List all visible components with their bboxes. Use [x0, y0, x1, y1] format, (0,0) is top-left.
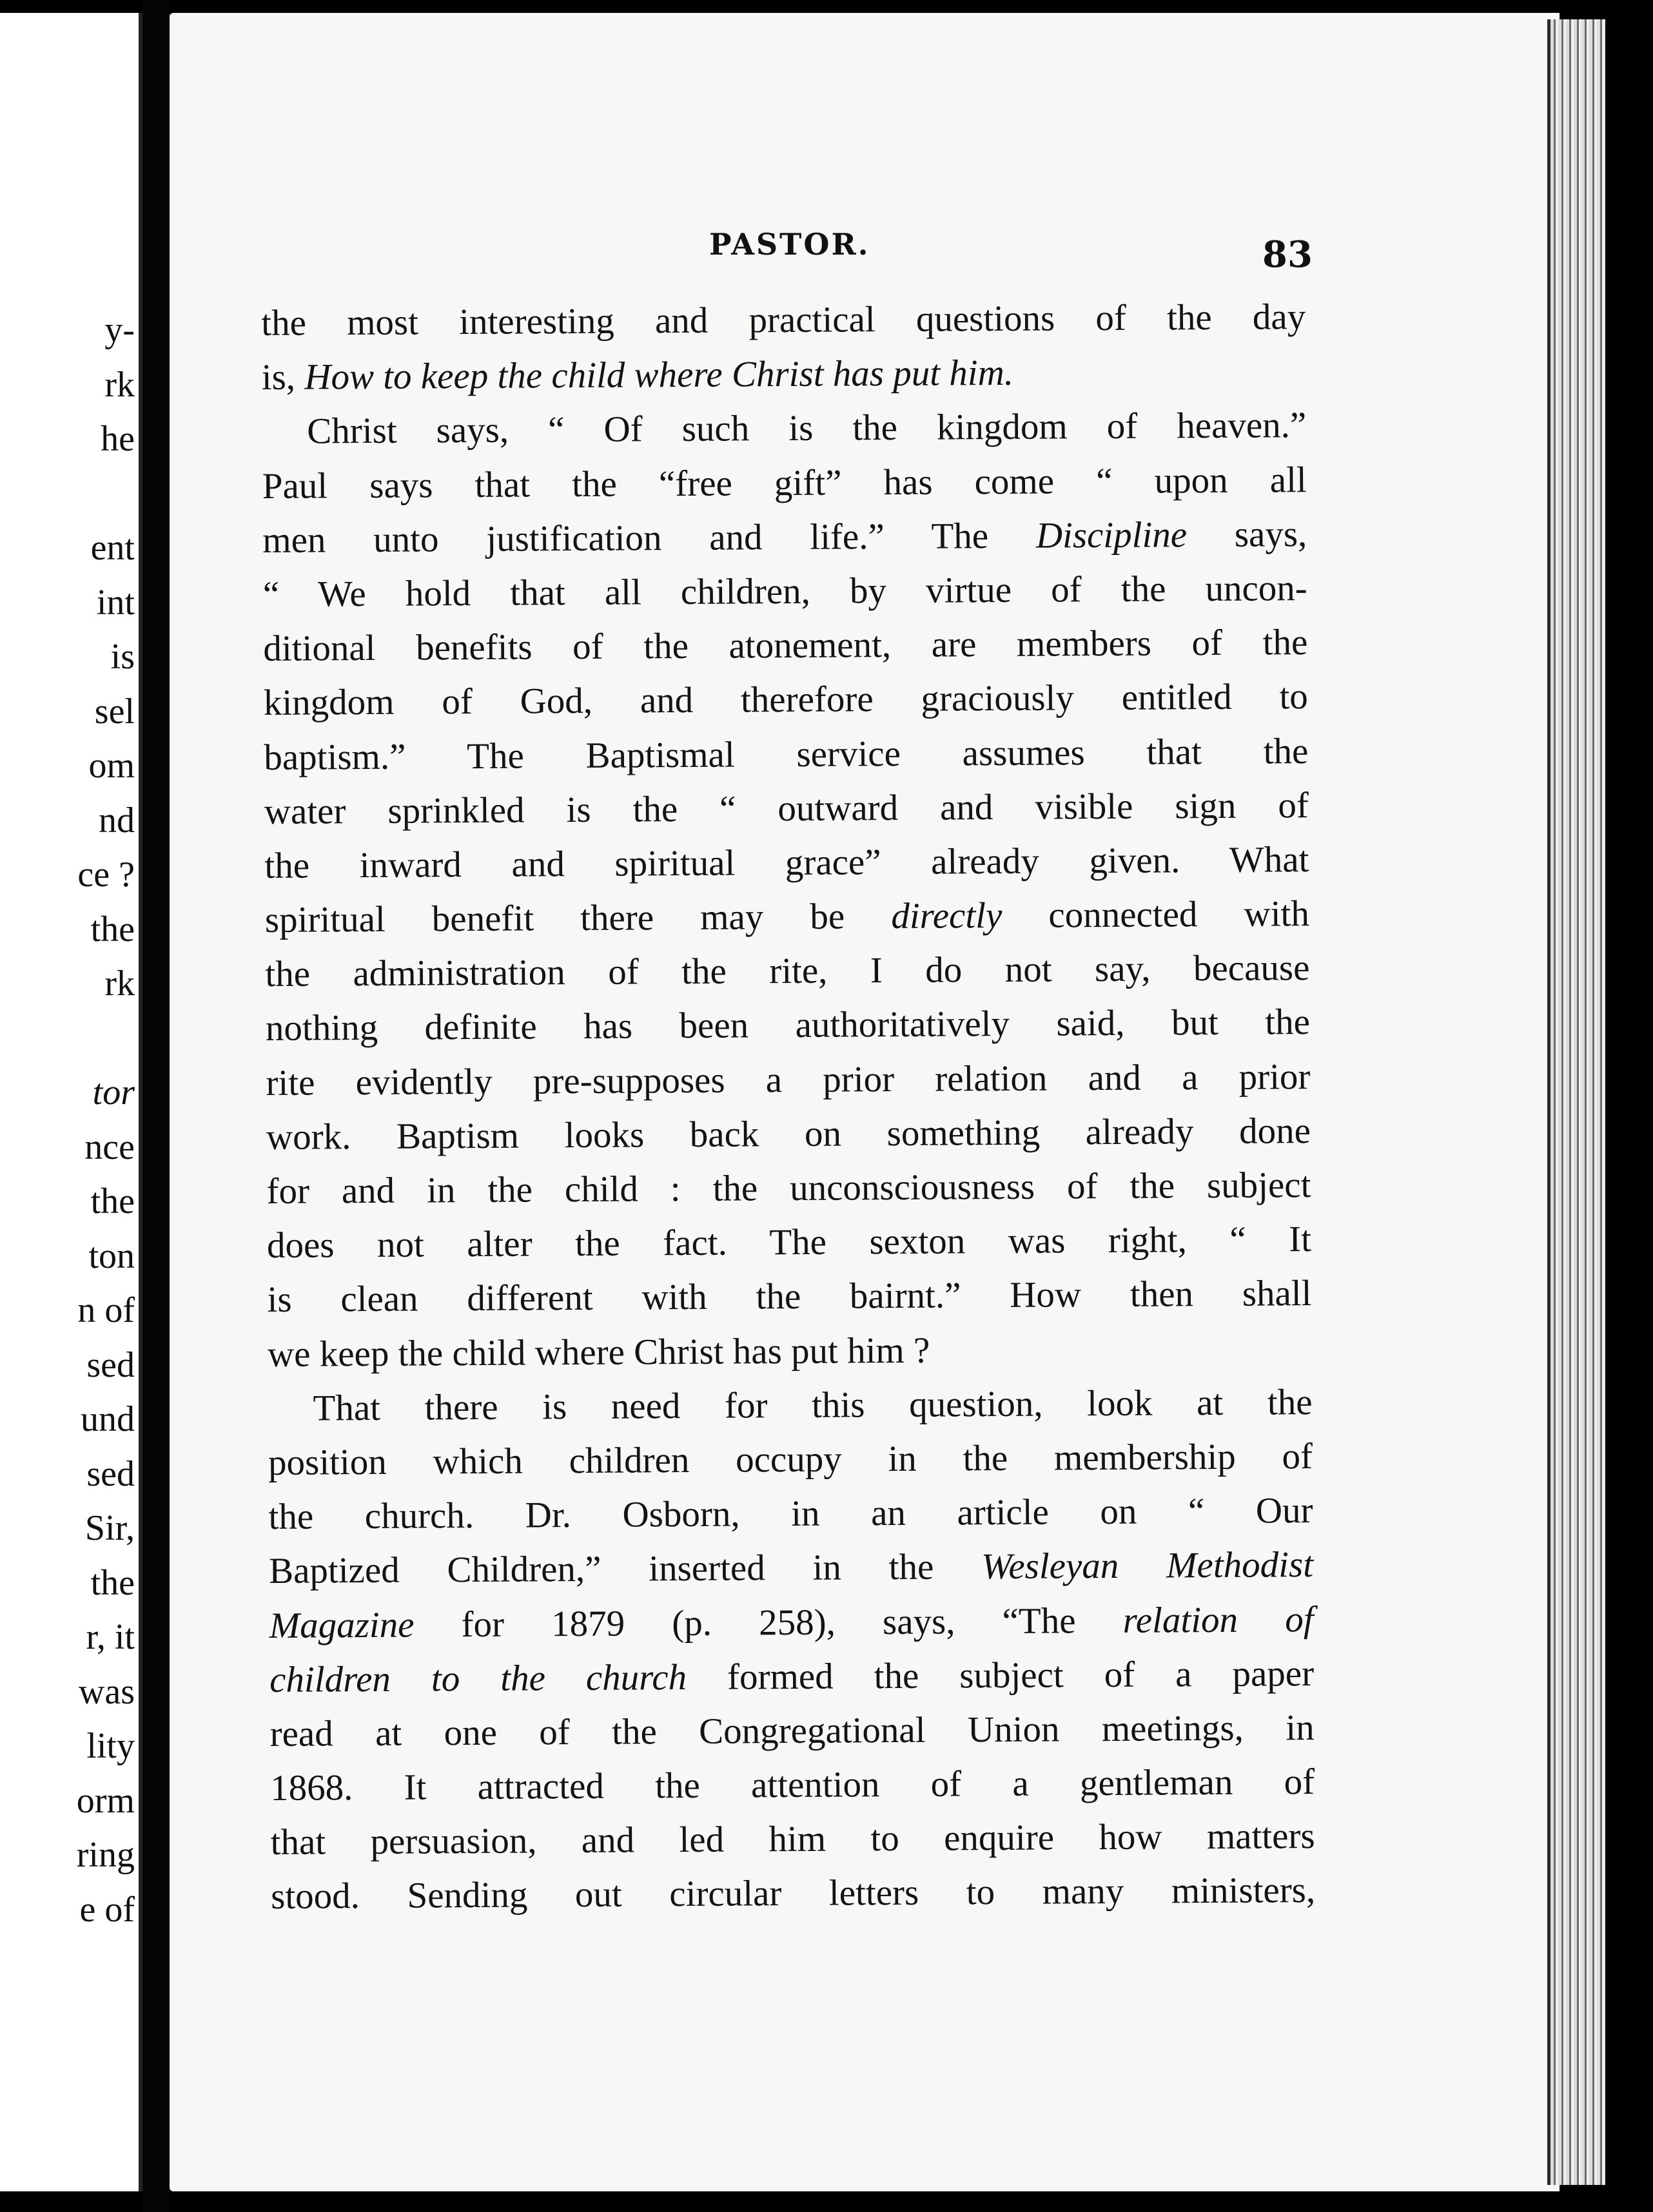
text-run: is, — [261, 356, 305, 398]
text-run: says, — [1186, 513, 1307, 555]
facing-page-fragment-line: ent — [90, 528, 135, 568]
text-run: ditional benefits of the atonement, are members of the — [263, 622, 1308, 670]
facing-page-fragment-line: ce ? — [77, 855, 135, 895]
facing-page-fragment-line: rk — [104, 964, 135, 1004]
facing-page-fragment-line: n of — [77, 1290, 135, 1330]
text-run: for 1879 (p. 258), says, “The — [414, 1600, 1123, 1645]
text-run: the inward and spiritual grace” already given. What — [264, 839, 1309, 886]
text-run: That there is need for this question, look at the — [313, 1381, 1313, 1429]
body-text — [261, 290, 1315, 1924]
text-line — [266, 1104, 1311, 1165]
italic-text: Discipline — [1035, 514, 1188, 556]
text-line — [267, 1266, 1311, 1327]
facing-page-fragment-line: the — [90, 1562, 135, 1603]
text-run: Christ says, “ Of such is the kingdom of heaven.” — [307, 405, 1307, 452]
facing-page-fragment-line: int — [96, 582, 135, 623]
facing-page-fragment-line: y- — [104, 310, 135, 350]
text-run: we keep the child where Christ has put him ? — [267, 1330, 930, 1375]
text-line — [269, 1647, 1314, 1707]
facing-page-fragment-line: the — [90, 909, 135, 949]
facing-page-fragment-line: sel — [94, 691, 135, 732]
text-run: position which children occupy in the membership of — [268, 1436, 1313, 1483]
facing-page-fragment-line: e of — [79, 1889, 135, 1930]
text-run: 1868. It attracted the attention of a gentleman of — [269, 1761, 1315, 1809]
text-run: men unto justification and life.” The — [262, 515, 1037, 561]
text-run: rite evidently pre-supposes a prior relation and a prior — [266, 1056, 1311, 1103]
facing-page-fragment-line: nce — [84, 1127, 135, 1167]
text-run: spiritual benefit there may be — [264, 896, 892, 941]
page-number: 83 — [1262, 233, 1313, 276]
facing-page-fragment-line: tor — [92, 1072, 135, 1112]
text-line — [269, 1538, 1313, 1598]
text-line — [270, 1809, 1315, 1870]
facing-page-fragment-line: lity — [86, 1726, 135, 1766]
text-line — [265, 887, 1309, 947]
text-line — [264, 833, 1309, 893]
text-line — [269, 1593, 1313, 1653]
text-line — [262, 507, 1307, 568]
text-run: “ We hold that all children, by virtue of the uncon- — [262, 568, 1307, 615]
text-line — [262, 398, 1306, 459]
text-line — [271, 1863, 1315, 1924]
text-line — [269, 1701, 1314, 1761]
text-line — [268, 1430, 1313, 1490]
italic-text: Wesleyan Methodist — [981, 1544, 1314, 1587]
page-edges — [1547, 19, 1609, 2185]
text-line — [262, 344, 1306, 405]
text-run: baptism.” The Baptismal service assumes that the — [264, 730, 1309, 778]
text-line — [265, 941, 1309, 1002]
italic-text: relation of — [1122, 1598, 1314, 1641]
facing-page-fragment-line: orm — [76, 1780, 135, 1821]
italic-text: How to keep the child where Christ has put him. — [304, 353, 1014, 398]
text-line — [264, 724, 1308, 785]
facing-page-fragment — [0, 13, 142, 2191]
text-line — [268, 1321, 1312, 1382]
text-run: that persuasion, and led him to enquire how matters — [270, 1816, 1315, 1863]
facing-page-fragment-line: ring — [76, 1835, 135, 1875]
facing-page-fragment-line: ton — [88, 1236, 135, 1276]
running-head: PASTOR. — [709, 227, 870, 262]
text-run: work. Baptism looks back on something already done — [266, 1110, 1311, 1158]
text-line — [270, 1755, 1315, 1816]
facing-page-fragment-line: sed — [86, 1344, 135, 1385]
text-run: the most interesting and practical questions of the day — [261, 296, 1306, 344]
text-line — [266, 996, 1310, 1056]
text-line — [268, 1484, 1313, 1544]
facing-page-fragment-line: he — [101, 419, 135, 459]
text-run: the church. Dr. Osborn, in an article on “ Our — [268, 1490, 1313, 1538]
text-line — [266, 1158, 1311, 1219]
text-run: formed the subject of a paper — [686, 1653, 1315, 1698]
text-run: nothing definite has been authoritatively said, but the — [265, 1002, 1311, 1049]
facing-page-fragment-line: und — [81, 1399, 135, 1439]
text-run: does not alter the fact. The sexton was right, “ It — [266, 1219, 1312, 1266]
text-line — [264, 779, 1309, 839]
facing-page-fragment-line: rk — [104, 364, 135, 405]
background-edge — [1605, 0, 1653, 2212]
facing-page-fragment-line: nd — [99, 800, 135, 840]
text-line — [263, 561, 1307, 622]
facing-page-fragment-line: is — [110, 637, 135, 677]
facing-page-fragment-line: r, it — [86, 1617, 135, 1657]
text-run: is clean different with the bairnt.” How then shall — [267, 1273, 1312, 1321]
book-gutter — [142, 0, 170, 2212]
text-run: kingdom of God, and therefore graciously entitled to — [263, 676, 1309, 724]
text-run: for and in the child : the unconsciousness of the subject — [266, 1165, 1311, 1212]
facing-page-fragment-line: sed — [86, 1453, 135, 1494]
text-line — [266, 1050, 1310, 1111]
text-line — [261, 290, 1306, 351]
italic-text: children to the church — [269, 1656, 687, 1700]
text-line — [264, 670, 1308, 730]
text-run: the administration of the rite, I do not say, because — [265, 947, 1310, 995]
text-line — [262, 453, 1307, 514]
text-run: Paul says that the “free gift” has come “ upon all — [262, 459, 1307, 507]
italic-text: directly — [891, 895, 1003, 937]
text-run: connected with — [1002, 893, 1310, 936]
text-run: stood. Sending out circular letters to many ministers, — [270, 1870, 1316, 1917]
text-run: read at one of the Congregational Union meetings, in — [269, 1707, 1315, 1754]
facing-page-fragment-line: the — [90, 1181, 135, 1221]
text-line — [263, 616, 1307, 676]
facing-page-fragment-line: was — [78, 1671, 135, 1712]
facing-page-fragment-line: om — [88, 746, 135, 786]
facing-page-fragment-line: Sir, — [84, 1508, 135, 1548]
italic-text: Magazine — [269, 1604, 415, 1646]
text-run: Baptized Children,” inserted in the — [268, 1546, 982, 1592]
text-run: water sprinkled is the “ outward and visible sign of — [264, 784, 1309, 832]
text-line — [268, 1375, 1312, 1436]
text-line — [267, 1212, 1311, 1273]
